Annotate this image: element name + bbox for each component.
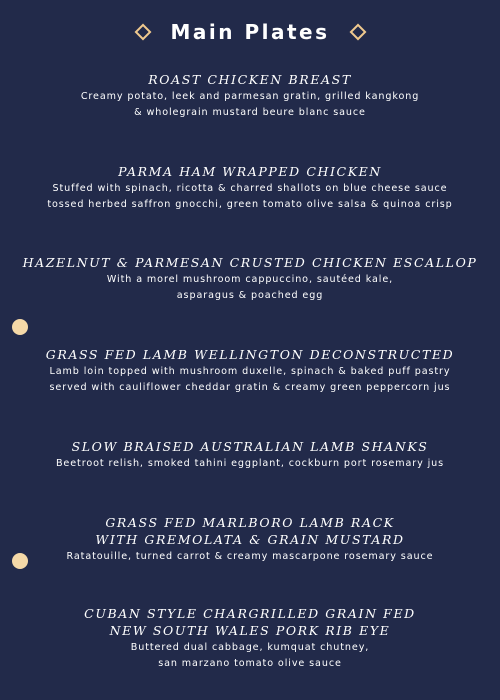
dish-name: PARMA HAM WRAPPED CHICKEN xyxy=(118,164,382,179)
dish-lamb-wellington-deconstructed xyxy=(0,346,500,396)
dish-description: Ratatouille, turned carrot & creamy mascarpone rosemary sauce xyxy=(66,551,434,562)
binder-hole-top xyxy=(12,319,28,335)
diamond-left-icon xyxy=(134,24,151,41)
menu-header xyxy=(0,14,500,50)
dish-description: Buttered dual cabbage, kumquat chutney, san marzano tomato olive sauce xyxy=(130,642,370,669)
binder-hole-bottom xyxy=(12,553,28,569)
dish-name: ROAST CHICKEN BREAST xyxy=(148,72,352,87)
dish-description: Creamy potato, leek and parmesan gratin, grilled kangkong & wholegrain mustard beure blanc sauce xyxy=(80,91,420,118)
dish-name: HAZELNUT & PARMESAN CRUSTED CHICKEN ESCALLOP xyxy=(22,255,478,270)
dish-description: With a morel mushroom cappuccino, sautéed kale, asparagus & poached egg xyxy=(106,274,394,301)
dish-hazelnut-parmesan-chicken-escallop xyxy=(0,254,500,304)
dish-description: Beetroot relish, smoked tahini eggplant, cockburn port rosemary jus xyxy=(55,458,445,469)
dish-slow-braised-lamb-shanks xyxy=(0,438,500,472)
dish-roast-chicken-breast xyxy=(0,71,500,121)
dish-name: SLOW BRAISED AUSTRALIAN LAMB SHANKS xyxy=(71,439,429,454)
dish-description: Lamb loin topped with mushroom duxelle, spinach & baked puff pastry served with cauliflower cheddar gratin & creamy green peppercorn jus xyxy=(49,366,451,393)
page-title: Main Plates xyxy=(170,20,330,44)
dish-name: CUBAN STYLE CHARGRILLED GRAIN FED NEW SOUTH WALES PORK RIB EYE xyxy=(84,606,416,638)
dish-name: GRASS FED LAMB WELLINGTON DECONSTRUCTED xyxy=(45,347,455,362)
diamond-right-icon xyxy=(349,24,366,41)
dish-parma-ham-wrapped-chicken xyxy=(0,163,500,213)
dish-name: GRASS FED MARLBORO LAMB RACK WITH GREMOLATA & GRAIN MUSTARD xyxy=(95,515,405,547)
dish-description: Stuffed with spinach, ricotta & charred shallots on blue cheese sauce tossed herbed saffron gnocchi, green tomato olive salsa & quinoa crisp xyxy=(47,183,453,210)
dish-marlboro-lamb-rack xyxy=(0,514,500,565)
dish-pork-rib-eye xyxy=(0,605,500,672)
